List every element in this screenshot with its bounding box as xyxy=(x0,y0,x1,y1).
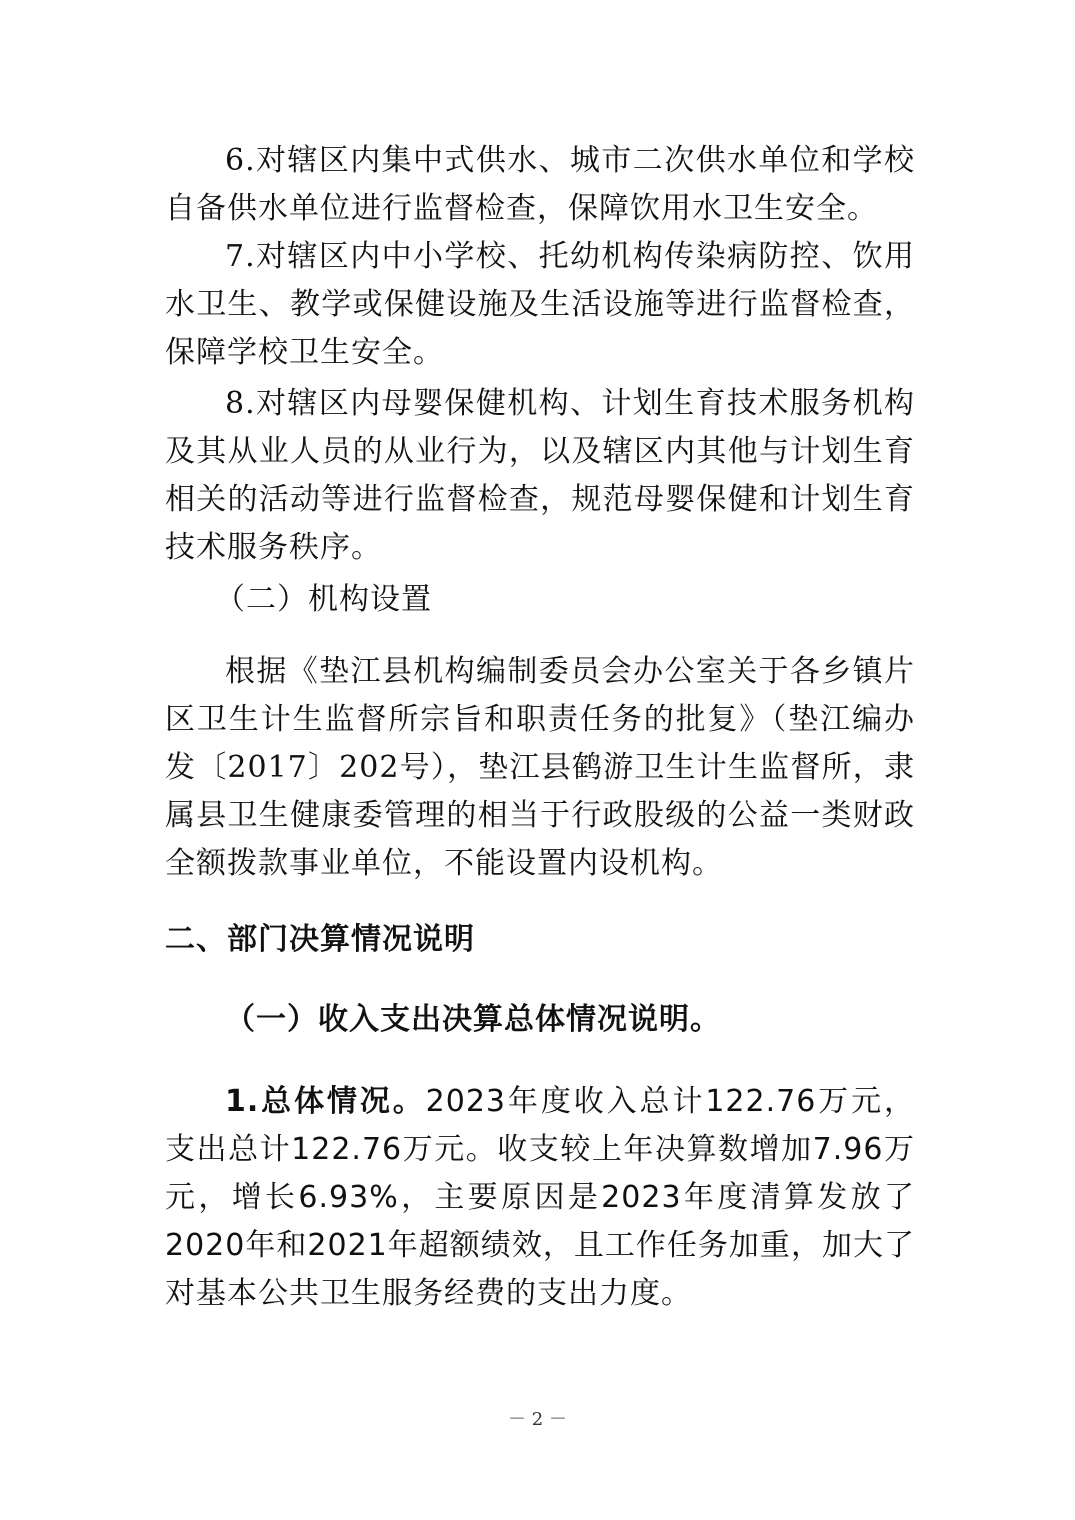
duty-item-8: 8.对辖区内母婴保健机构、计划生育技术服务机构及其从业人员的从业行为，以及辖区内其他与计划生育相关的活动等进行监督检查，规范母婴保健和计划生育技术服务秩序。 xyxy=(165,386,915,565)
overall-situation-paragraph xyxy=(165,1078,915,1318)
section-two-heading: 二、部门决算情况说明 xyxy=(165,922,475,957)
overall-situation-body: 2023年度收入总计122.76万元，支出总计122.76万元。收支较上年决算数增加7.96万元，增长6.93%，主要原因是2023年度清算发放了2020年和2021年超额绩效，且工作任务加重，加大了对基本公共卫生服务经费的支出力度。 xyxy=(165,1084,915,1311)
overall-situation-lead: 1.总体情况。 xyxy=(225,1084,426,1119)
org-setup-body: 根据《垫江县机构编制委员会办公室关于各乡镇片区卫生计生监督所宗旨和职责任务的批复》（垫江编办发〔2017〕202号），垫江县鹤游卫生计生监督所，隶属县卫生健康委管理的相当于行政股级的公益一类财政全额拨款事业单位，不能设置内设机构。 xyxy=(165,654,915,881)
page-number: － 2 － xyxy=(508,1409,567,1430)
duty-item-7: 7.对辖区内中小学校、托幼机构传染病防控、饮用水卫生、教学或保健设施及生活设施等进行监督检查，保障学校卫生安全。 xyxy=(165,239,915,370)
duty-item-6: 6.对辖区内集中式供水、城市二次供水单位和学校自备供水单位进行监督检查，保障饮用水卫生安全。 xyxy=(165,143,915,226)
org-setup-heading: （二）机构设置 xyxy=(215,582,432,617)
income-expense-subheading: （一）收入支出决算总体情况说明。 xyxy=(225,1002,721,1037)
